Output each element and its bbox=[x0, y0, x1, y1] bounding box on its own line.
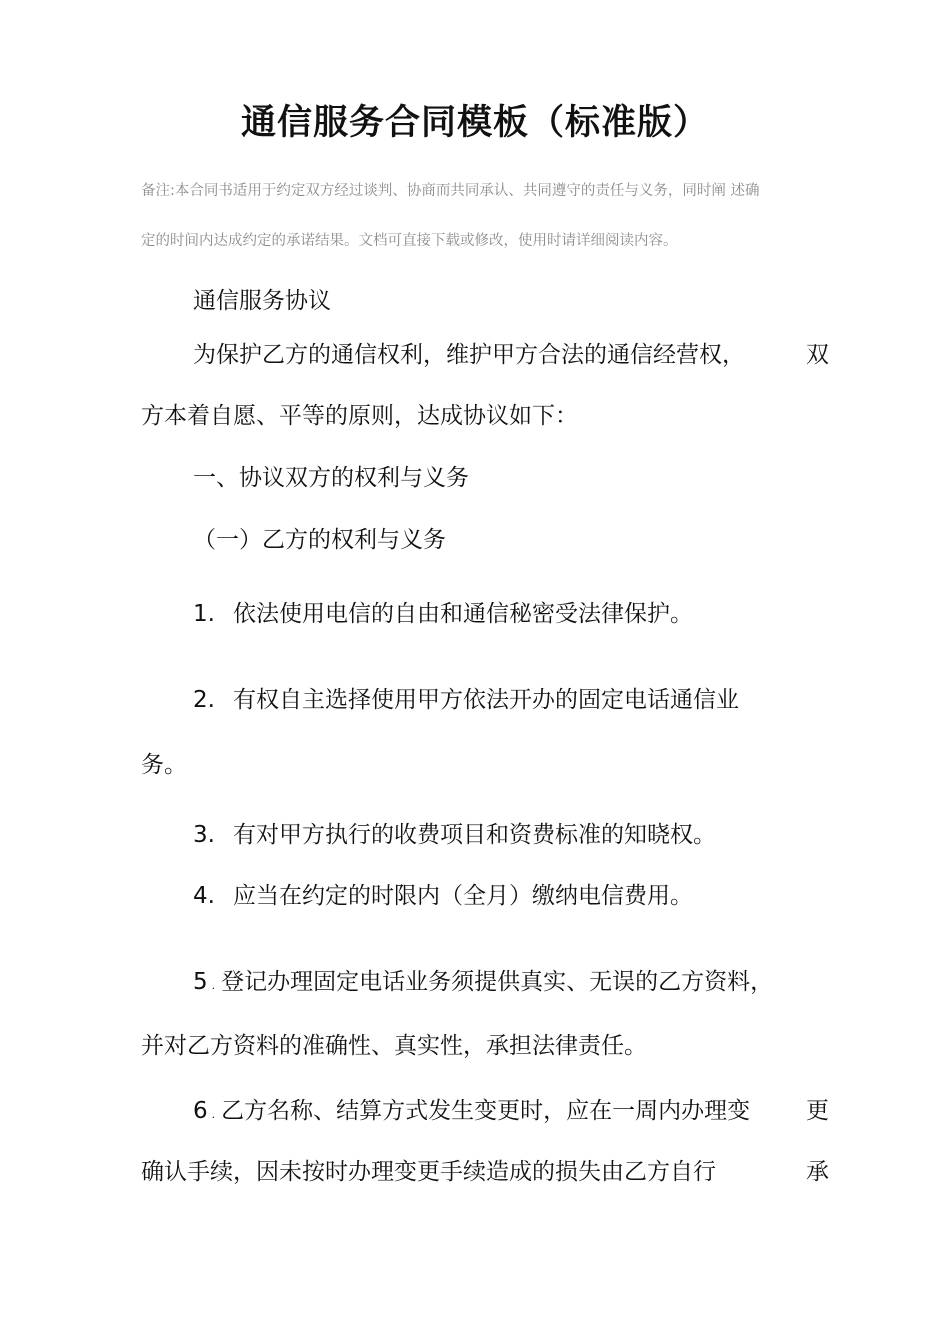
list-item-6-separator: . bbox=[211, 1108, 216, 1121]
list-item-6-main bbox=[193, 1092, 750, 1125]
list-item-2-number: 2. bbox=[193, 687, 215, 713]
list-item-2-text: 有权自主选择使用甲方依法开办的固定电话通信业 bbox=[233, 687, 739, 713]
list-item-5 bbox=[193, 963, 773, 996]
list-item-2 bbox=[193, 681, 739, 714]
list-item-3-number: 3. bbox=[193, 822, 215, 848]
document-title: 通信服务合同模板（标准版） bbox=[240, 103, 709, 143]
list-item-1-text: 依法使用电信的自由和通信秘密受法律保护。 bbox=[233, 601, 693, 627]
list-item-4 bbox=[193, 877, 693, 910]
list-item-6 bbox=[193, 1092, 829, 1125]
list-item-4-text: 应当在约定的时限内（全月）缴纳电信费用。 bbox=[233, 883, 693, 909]
note-line-2: 定的时间内达成约定的承诺结果。文档可直接下载或修改，使用时请详细阅读内容。 bbox=[141, 233, 678, 249]
list-item-6-continuation bbox=[141, 1153, 829, 1186]
list-item-1-number: 1. bbox=[193, 601, 215, 627]
list-item-3-text: 有对甲方执行的收费项目和资费标准的知晓权。 bbox=[233, 822, 716, 848]
list-item-6-text: 乙方名称、结算方式发生变更时，应在一周内办理变 bbox=[221, 1098, 751, 1124]
list-item-5-separator: . bbox=[211, 979, 216, 992]
intro-line-2: 方本着自愿、平等的原则，达成协议如下： bbox=[141, 403, 578, 429]
list-item-2-continuation: 务。 bbox=[141, 752, 187, 778]
note-line-1: 备注:本合同书适用于约定双方经过谈判、协商而共同承认、共同遵守的责任与义务，同时阐 述确 bbox=[141, 183, 760, 199]
list-item-5-continuation: 并对乙方资料的准确性、真实性，承担法律责任。 bbox=[141, 1033, 647, 1059]
agreement-heading: 通信服务协议 bbox=[193, 288, 331, 314]
list-item-3 bbox=[193, 816, 716, 849]
list-item-1 bbox=[193, 595, 693, 628]
list-item-6-continuation-end: 承 bbox=[806, 1159, 829, 1185]
list-item-6-continuation-text: 确认手续，因未按时办理变更手续造成的损失由乙方自行 bbox=[141, 1159, 716, 1185]
subsection-heading-1: （一）乙方的权利与义务 bbox=[193, 527, 446, 553]
section-heading-1: 一、协议双方的权利与义务 bbox=[193, 465, 469, 491]
intro-line-1 bbox=[193, 336, 829, 369]
list-item-6-number: 6 bbox=[193, 1098, 208, 1124]
intro-line-1-end: 双 bbox=[806, 342, 829, 368]
list-item-5-text: 登记办理固定电话业务须提供真实、无误的乙方资料， bbox=[221, 969, 774, 995]
list-item-5-number: 5 bbox=[193, 969, 208, 995]
intro-line-1-text: 为保护乙方的通信权利，维护甲方合法的通信经营权， bbox=[193, 342, 745, 368]
list-item-6-text-end: 更 bbox=[806, 1098, 829, 1124]
list-item-4-number: 4. bbox=[193, 883, 215, 909]
